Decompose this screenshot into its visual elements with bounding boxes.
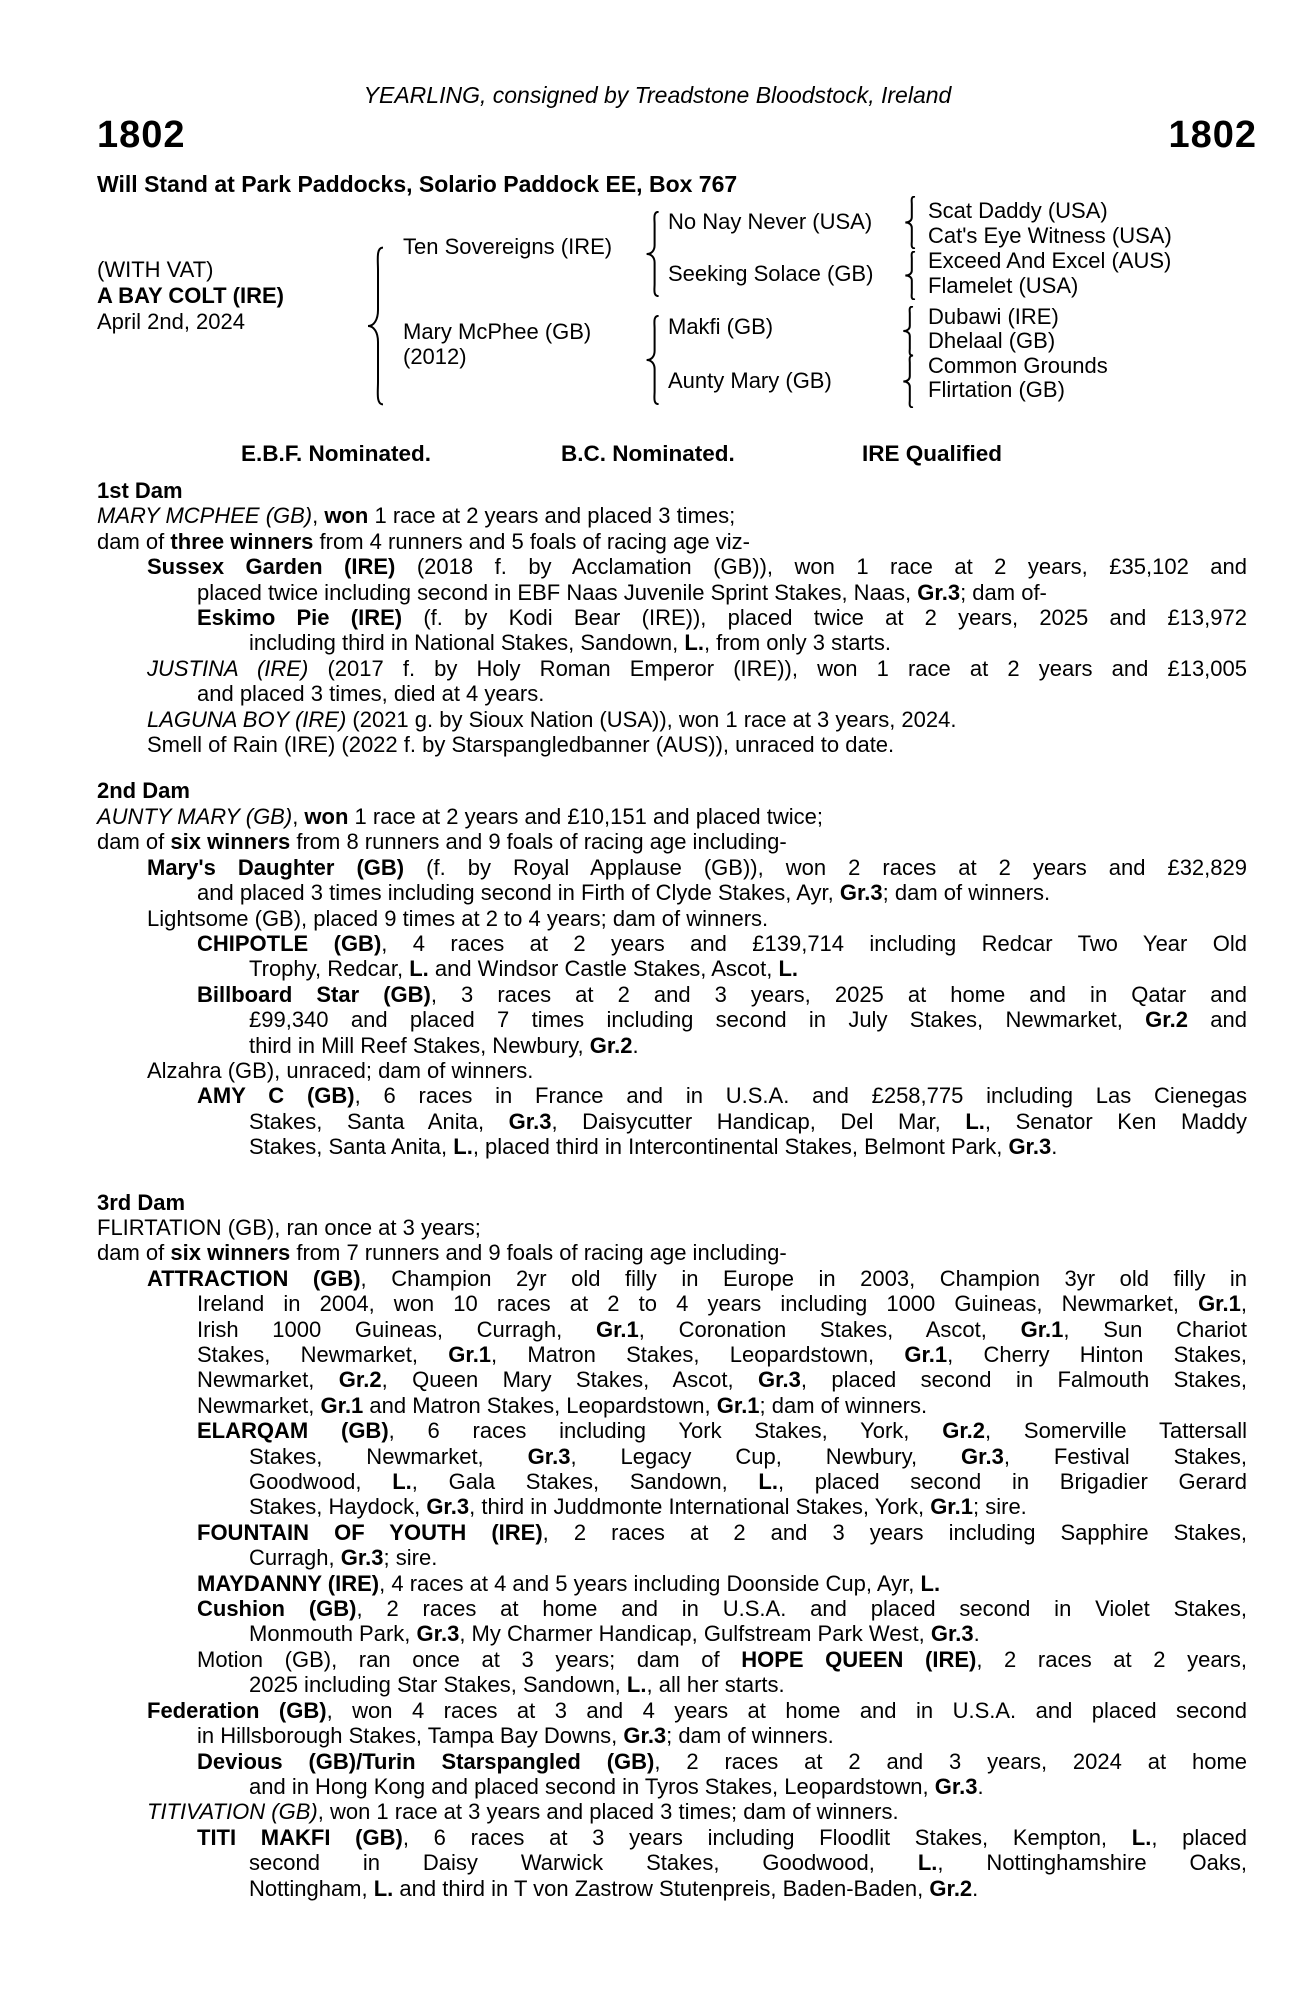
text-segment: and Matron Stakes, Leopardstown, <box>363 1392 717 1418</box>
brace-dam-dam-parents-icon <box>902 355 915 408</box>
text-segment: , My Charmer Handicap, Gulfstream Park West, <box>459 1621 931 1647</box>
text-segment: , Champion 2yr old filly in Europe in 2003, Champion 3yr old filly in <box>360 1265 1247 1291</box>
text-segment: Gr.2 <box>929 1875 973 1901</box>
text-segment: , 2 races at 2 and 3 years including Sapphire Stakes, <box>542 1519 1247 1545</box>
text-segment: , 2 races at home and in U.S.A. and placed second in Violet Stakes, <box>356 1596 1247 1622</box>
catalogue-line <box>97 605 1247 630</box>
catalogue-line <box>97 1418 1247 1443</box>
text-segment: Gr.3 <box>839 880 883 906</box>
catalogue-line <box>97 1571 1247 1596</box>
catalogue-line <box>97 906 1247 931</box>
stand-location-line: Will Stand at Park Paddocks, Solario Paddock EE, Box 767 <box>97 171 738 197</box>
text-segment: L. <box>392 1469 412 1495</box>
text-segment: Nottingham, <box>249 1875 374 1901</box>
catalogue-body <box>97 478 1247 1901</box>
text-segment: , 4 races at 4 and 5 years including Doonside Cup, Ayr, <box>379 1570 921 1596</box>
text-segment: AUNTY MARY (GB) <box>97 803 293 829</box>
text-segment: L. <box>373 1875 394 1901</box>
text-segment: L. <box>1131 1824 1152 1850</box>
text-segment: L. <box>920 1570 941 1596</box>
dam-section-2 <box>97 778 1247 1159</box>
catalogue-line <box>97 931 1247 956</box>
text-segment: L. <box>778 956 799 982</box>
colt-name: A BAY COLT (IRE) <box>97 283 285 308</box>
catalogue-line <box>97 1596 1247 1621</box>
text-segment: (2021 g. by Sioux Nation (USA)), won 1 race at 3 years, 2024. <box>346 706 957 732</box>
text-segment: Curragh, <box>249 1545 341 1571</box>
catalogue-line <box>97 630 1247 655</box>
text-segment: second in Daisy Warwick Stakes, Goodwood, <box>249 1850 918 1876</box>
text-segment: (2017 f. by Holy Roman Emperor (IRE)), won 1 race at 2 years and £13,005 <box>308 655 1247 681</box>
text-segment: placed twice including second in EBF Naas Juvenile Sprint Stakes, Naas, <box>197 579 918 605</box>
text-segment: Lightsome (GB), placed 9 times at 2 to 4 years; dam of winners. <box>147 905 769 931</box>
text-segment: , 6 races including York Stakes, York, <box>388 1418 943 1444</box>
text-segment: Gr.3 <box>340 1545 384 1571</box>
text-segment: , 2 races at 2 and 3 years, 2024 at home <box>654 1748 1248 1774</box>
text-segment: Gr.2 <box>589 1032 633 1058</box>
catalogue-line <box>97 855 1247 880</box>
catalogue-line <box>97 554 1247 579</box>
text-segment: Federation (GB) <box>147 1697 327 1723</box>
text-segment: Gr.1 <box>1198 1291 1241 1317</box>
text-segment: Alzahra (GB), unraced; dam of winners. <box>147 1057 534 1083</box>
text-segment: Gr.3 <box>961 1443 1004 1469</box>
text-segment: , placed third in Intercontinental Stakes, Belmont Park, <box>472 1134 1009 1160</box>
catalogue-line <box>97 829 1247 854</box>
dam-section-heading: 2nd Dam <box>97 778 190 804</box>
consignor-line: YEARLING, consigned by Treadstone Bloodstock, Ireland <box>363 82 952 108</box>
text-segment: dam of <box>97 528 171 554</box>
catalogue-line <box>97 707 1247 732</box>
text-segment: Gr.3 <box>527 1443 571 1469</box>
catalogue-line <box>97 1240 1247 1265</box>
pedigree-dam-sire: Makfi (GB) <box>668 314 774 339</box>
text-segment: LAGUNA BOY (IRE) <box>147 706 347 732</box>
text-segment: Gr.1 <box>448 1342 492 1367</box>
text-segment: and placed 3 times including second in Firth of Clyde Stakes, Ayr, <box>197 880 840 906</box>
catalogue-line <box>97 1647 1247 1672</box>
text-segment: Stakes, Newmarket, <box>197 1342 449 1367</box>
text-segment: , 6 races in France and in U.S.A. and £258,775 including Las Cienegas <box>354 1083 1247 1109</box>
pedigree-sire-sire-sire: Scat Daddy (USA) <box>928 198 1108 223</box>
text-segment: , 4 races at 2 years and £139,714 including Redcar Two Year Old <box>381 930 1247 956</box>
catalogue-line <box>97 1876 1247 1901</box>
catalogue-line <box>97 1850 1247 1875</box>
catalogue-line <box>97 804 1247 829</box>
text-segment: , placed <box>1151 1824 1247 1850</box>
text-segment: L. <box>965 1108 985 1134</box>
catalogue-line <box>97 1621 1247 1646</box>
catalogue-line <box>97 1317 1247 1342</box>
pedigree-dam: Mary McPhee (GB) <box>403 319 592 344</box>
catalogue-line <box>97 1393 1247 1418</box>
text-segment: (2018 f. by Acclamation (GB)), won 1 race at 2 years, £35,102 and <box>395 554 1247 580</box>
text-segment: , Legacy Cup, Newbury, <box>570 1443 962 1469</box>
text-segment: ; dam of winners. <box>666 1723 834 1749</box>
catalogue-line <box>97 1723 1247 1748</box>
text-segment: from 4 runners and 5 foals of racing age viz- <box>313 528 750 554</box>
catalogue-line <box>97 1291 1247 1316</box>
text-segment: Gr.3 <box>934 1773 978 1799</box>
text-segment: Gr.1 <box>930 1494 973 1520</box>
text-segment: L. <box>409 956 429 982</box>
pedigree-dam-dam-dam: Flirtation (GB) <box>928 377 1065 402</box>
text-segment: , <box>1240 1291 1247 1317</box>
text-segment: , Coronation Stakes, Ascot, <box>638 1316 1021 1342</box>
pedigree-sire-sire: No Nay Never (USA) <box>668 209 873 234</box>
text-segment: Gr.3 <box>426 1494 470 1520</box>
text-segment: Gr.1 <box>595 1316 639 1342</box>
pedigree-sire-dam-dam: Flamelet (USA) <box>928 273 1079 298</box>
text-segment: , 2 races at 2 years, <box>976 1646 1248 1672</box>
text-segment: and third in T von Zastrow Stutenpreis, Baden-Baden, <box>393 1875 930 1901</box>
text-segment: , Nottinghamshire Oaks, <box>937 1850 1248 1876</box>
dam-section-heading: 3rd Dam <box>97 1189 186 1215</box>
catalogue-line <box>97 732 1247 757</box>
pedigree-dam-year: (2012) <box>403 344 467 369</box>
pedigree-sire: Ten Sovereigns (IRE) <box>403 234 613 259</box>
lot-number-left: 1802 <box>97 114 186 156</box>
catalogue-line <box>97 1058 1247 1083</box>
text-segment: JUSTINA (IRE) <box>147 655 309 681</box>
text-segment: from 7 runners and 9 foals of racing age including- <box>290 1240 787 1266</box>
pedigree-sire-dam-sire: Exceed And Excel (AUS) <box>928 248 1172 273</box>
text-segment: and placed 3 times, died at 4 years. <box>197 681 545 707</box>
pedigree-dam-sire-dam: Dhelaal (GB) <box>928 328 1056 353</box>
text-segment: , Queen Mary Stakes, Ascot, <box>381 1367 759 1393</box>
catalogue-line <box>97 1342 1247 1367</box>
text-segment: L. <box>684 630 704 656</box>
catalogue-line <box>97 1774 1247 1799</box>
text-segment: Gr.1 <box>320 1392 364 1418</box>
pedigree-dam-dam: Aunty Mary (GB) <box>668 368 832 393</box>
text-segment: Cushion (GB) <box>197 1596 357 1622</box>
text-segment: 1 race at 2 years and placed 3 times; <box>368 503 736 529</box>
pedigree-sire-sire-dam: Cat's Eye Witness (USA) <box>928 223 1172 248</box>
pedigree-dam-sire-sire: Dubawi (IRE) <box>928 304 1059 329</box>
catalogue-line <box>97 529 1247 554</box>
text-segment: Devious (GB)/Turin Starspangled (GB) <box>197 1748 655 1774</box>
catalogue-line <box>97 1825 1247 1850</box>
text-segment: Gr.1 <box>904 1342 948 1367</box>
bc-nominated-label: B.C. Nominated. <box>561 441 735 466</box>
text-segment: MARY MCPHEE (GB) <box>97 503 313 529</box>
vat-note: (WITH VAT) <box>97 257 214 282</box>
dam-section-heading: 1st Dam <box>97 478 183 503</box>
brace-dam-sire-parents-icon <box>902 306 915 356</box>
pedigree-sire-dam: Seeking Solace (GB) <box>668 261 874 286</box>
text-segment: , 3 races at 2 and 3 years, 2025 at home and in Qatar and <box>430 981 1248 1007</box>
text-segment: Stakes, Santa Anita, <box>249 1108 509 1134</box>
text-segment: Gr.2 <box>1145 1007 1188 1033</box>
text-segment: ; dam of winners. <box>882 880 1051 906</box>
text-segment: won <box>304 803 349 829</box>
text-segment: (f. by Kodi Bear (IRE)), placed twice at 2 years, 2025 and £13,972 <box>402 605 1247 631</box>
text-segment: , third in Juddmonte International Stakes, York, <box>469 1494 931 1520</box>
text-segment: Gr.3 <box>623 1723 667 1749</box>
text-segment: Gr.3 <box>1008 1134 1052 1160</box>
text-segment: Gr.3 <box>508 1108 552 1134</box>
catalogue-line <box>97 1007 1247 1032</box>
text-segment: MAYDANNY (IRE) <box>197 1570 380 1596</box>
text-segment: won <box>324 503 369 529</box>
text-segment: and Windsor Castle Stakes, Ascot, <box>428 956 779 982</box>
text-segment: Smell of Rain (IRE) (2022 f. by Starspangledbanner (AUS)), unraced to date. <box>147 732 895 758</box>
text-segment: ; sire. <box>973 1494 1027 1520</box>
text-segment: . <box>973 1621 980 1647</box>
text-segment: , Matron Stakes, Leopardstown, <box>491 1342 905 1367</box>
text-segment: Gr.1 <box>1020 1316 1064 1342</box>
text-segment: Gr.2 <box>942 1418 986 1444</box>
text-segment: 1 race at 2 years and £10,151 and placed twice; <box>348 803 823 829</box>
text-segment: ELARQAM (GB) <box>197 1418 389 1444</box>
catalogue-line <box>97 580 1247 605</box>
text-segment: . <box>632 1032 639 1058</box>
catalogue-line <box>97 1469 1247 1494</box>
text-segment: , all her starts. <box>646 1672 785 1698</box>
catalogue-line <box>97 1033 1247 1058</box>
catalogue-line <box>97 1134 1247 1159</box>
foaling-date: April 2nd, 2024 <box>97 309 245 334</box>
text-segment: including third in National Stakes, Sandown, <box>249 630 685 656</box>
ire-qualified-label: IRE Qualified <box>862 441 1003 466</box>
catalogue-line <box>97 1672 1247 1697</box>
dam-section-3 <box>97 1190 1247 1901</box>
nominations-row <box>0 441 1315 469</box>
catalogue-line <box>97 1520 1247 1545</box>
text-segment: HOPE QUEEN (IRE) <box>741 1646 977 1672</box>
text-segment: (f. by Royal Applause (GB)), won 2 races at 2 years and £32,829 <box>404 854 1247 880</box>
text-segment: 2025 including Star Stakes, Sandown, <box>249 1672 627 1698</box>
text-segment: six winners <box>170 1240 291 1266</box>
text-segment: , Somerville Tattersall <box>985 1418 1248 1444</box>
text-segment: Sussex Garden (IRE) <box>147 554 396 580</box>
text-segment: L. <box>626 1672 647 1698</box>
text-segment: , placed second in Brigadier Gerard <box>777 1469 1247 1495</box>
brace-dam-parents-icon <box>645 315 661 405</box>
text-segment: , Daisycutter Handicap, Del Mar, <box>551 1108 966 1134</box>
text-segment: TITI MAKFI (GB) <box>197 1824 403 1850</box>
text-segment: FLIRTATION (GB), ran once at 3 years; <box>97 1214 481 1240</box>
catalogue-line <box>97 1444 1247 1469</box>
brace-sire-sire-parents-icon <box>904 196 917 249</box>
text-segment: Gr.1 <box>716 1392 760 1418</box>
catalogue-line <box>97 1367 1247 1392</box>
text-segment: Mary's Daughter (GB) <box>147 854 405 880</box>
catalogue-line <box>97 1215 1247 1240</box>
text-segment: and in Hong Kong and placed second in Tyros Stakes, Leopardstown, <box>249 1773 935 1799</box>
text-segment: Trophy, Redcar, <box>249 956 410 982</box>
catalogue-line <box>97 503 1247 528</box>
text-segment: Eskimo Pie (IRE) <box>197 605 403 631</box>
text-segment: L. <box>453 1134 473 1160</box>
text-segment: £99,340 and placed 7 times including second in July Stakes, Newmarket, <box>249 1007 1146 1033</box>
text-segment: Newmarket, <box>197 1392 321 1418</box>
text-segment: and <box>1187 1007 1247 1033</box>
text-segment: Gr.3 <box>416 1621 460 1647</box>
text-segment: Stakes, Newmarket, <box>249 1443 528 1469</box>
text-segment: , <box>312 503 325 529</box>
catalogue-line <box>97 681 1247 706</box>
text-segment: ; dam of- <box>960 579 1047 605</box>
catalogue-line <box>97 982 1247 1007</box>
text-segment: , from only 3 starts. <box>703 630 891 656</box>
text-segment: in Hillsborough Stakes, Tampa Bay Downs, <box>197 1723 624 1749</box>
text-segment: , Festival Stakes, <box>1003 1443 1248 1469</box>
brace-sire-parents-icon <box>645 211 661 297</box>
text-segment: . <box>972 1875 979 1901</box>
text-segment: three winners <box>170 528 314 554</box>
ebf-nominated-label: E.B.F. Nominated. <box>241 441 432 466</box>
text-segment: Gr.3 <box>930 1621 974 1647</box>
text-segment: , won 1 race at 3 years and placed 3 times; dam of winners. <box>317 1799 899 1825</box>
text-segment: AMY C (GB) <box>197 1083 355 1109</box>
text-segment: FOUNTAIN OF YOUTH (IRE) <box>197 1519 543 1545</box>
text-segment: , Sun Chariot <box>1063 1316 1247 1342</box>
text-segment: Ireland in 2004, won 10 races at 2 to 4 years including 1000 Guineas, Newmarket, <box>197 1291 1199 1317</box>
catalogue-line <box>97 656 1247 681</box>
text-segment: ; sire. <box>383 1545 438 1571</box>
text-segment: Newmarket, <box>197 1367 339 1393</box>
catalogue-line <box>97 1083 1247 1108</box>
text-segment: Stakes, Santa Anita, <box>249 1134 454 1160</box>
text-segment: ATTRACTION (GB) <box>147 1265 361 1291</box>
brace-sire-dam-parents-icon <box>904 251 917 300</box>
text-segment: Goodwood, <box>249 1469 393 1495</box>
text-segment: six winners <box>170 829 291 855</box>
text-segment: Motion (GB), ran once at 3 years; dam of <box>197 1646 742 1672</box>
text-segment: TITIVATION (GB) <box>147 1799 318 1825</box>
brace-generation1-icon <box>366 246 386 406</box>
pedigree-dam-dam-sire: Common Grounds <box>928 353 1108 378</box>
text-segment: Billboard Star (GB) <box>197 981 431 1007</box>
text-segment: from 8 runners and 9 foals of racing age including- <box>290 829 787 855</box>
catalogue-line <box>97 1266 1247 1291</box>
catalogue-line <box>97 1799 1247 1824</box>
catalogue-line <box>97 1109 1247 1134</box>
catalogue-line <box>97 956 1247 981</box>
lot-number-right: 1802 <box>1168 114 1257 156</box>
text-segment: , Senator Ken Maddy <box>984 1108 1247 1134</box>
text-segment: third in Mill Reef Stakes, Newbury, <box>249 1032 590 1058</box>
text-segment: L. <box>917 1850 938 1876</box>
catalogue-line <box>97 1494 1247 1519</box>
text-segment: , 6 races at 3 years including Floodlit Stakes, Kempton, <box>402 1824 1132 1850</box>
text-segment: Gr.2 <box>338 1367 382 1393</box>
text-segment: Gr.3 <box>758 1367 801 1393</box>
text-segment: Monmouth Park, <box>249 1621 417 1647</box>
catalogue-line <box>97 880 1247 905</box>
catalogue-line <box>97 1698 1247 1723</box>
catalogue-line <box>97 1545 1247 1570</box>
text-segment: CHIPOTLE (GB) <box>197 930 382 956</box>
text-segment: , won 4 races at 3 and 4 years at home and in U.S.A. and placed second <box>326 1697 1247 1723</box>
catalogue-line <box>97 1749 1247 1774</box>
text-segment: dam of <box>97 1240 171 1266</box>
text-segment: , Cherry Hinton Stakes, <box>947 1342 1247 1367</box>
text-segment: , Gala Stakes, Sandown, <box>411 1469 759 1495</box>
text-segment: . <box>977 1773 984 1799</box>
dam-section-1 <box>97 478 1247 757</box>
text-segment: . <box>1051 1134 1058 1160</box>
text-segment: Irish 1000 Guineas, Curragh, <box>197 1316 596 1342</box>
text-segment: L. <box>758 1469 778 1495</box>
text-segment: , <box>292 803 305 829</box>
text-segment: Stakes, Haydock, <box>249 1494 427 1520</box>
text-segment: Gr.3 <box>917 579 961 605</box>
text-segment: , placed second in Falmouth Stakes, <box>800 1367 1247 1393</box>
text-segment: dam of <box>97 829 171 855</box>
text-segment: ; dam of winners. <box>759 1392 928 1418</box>
